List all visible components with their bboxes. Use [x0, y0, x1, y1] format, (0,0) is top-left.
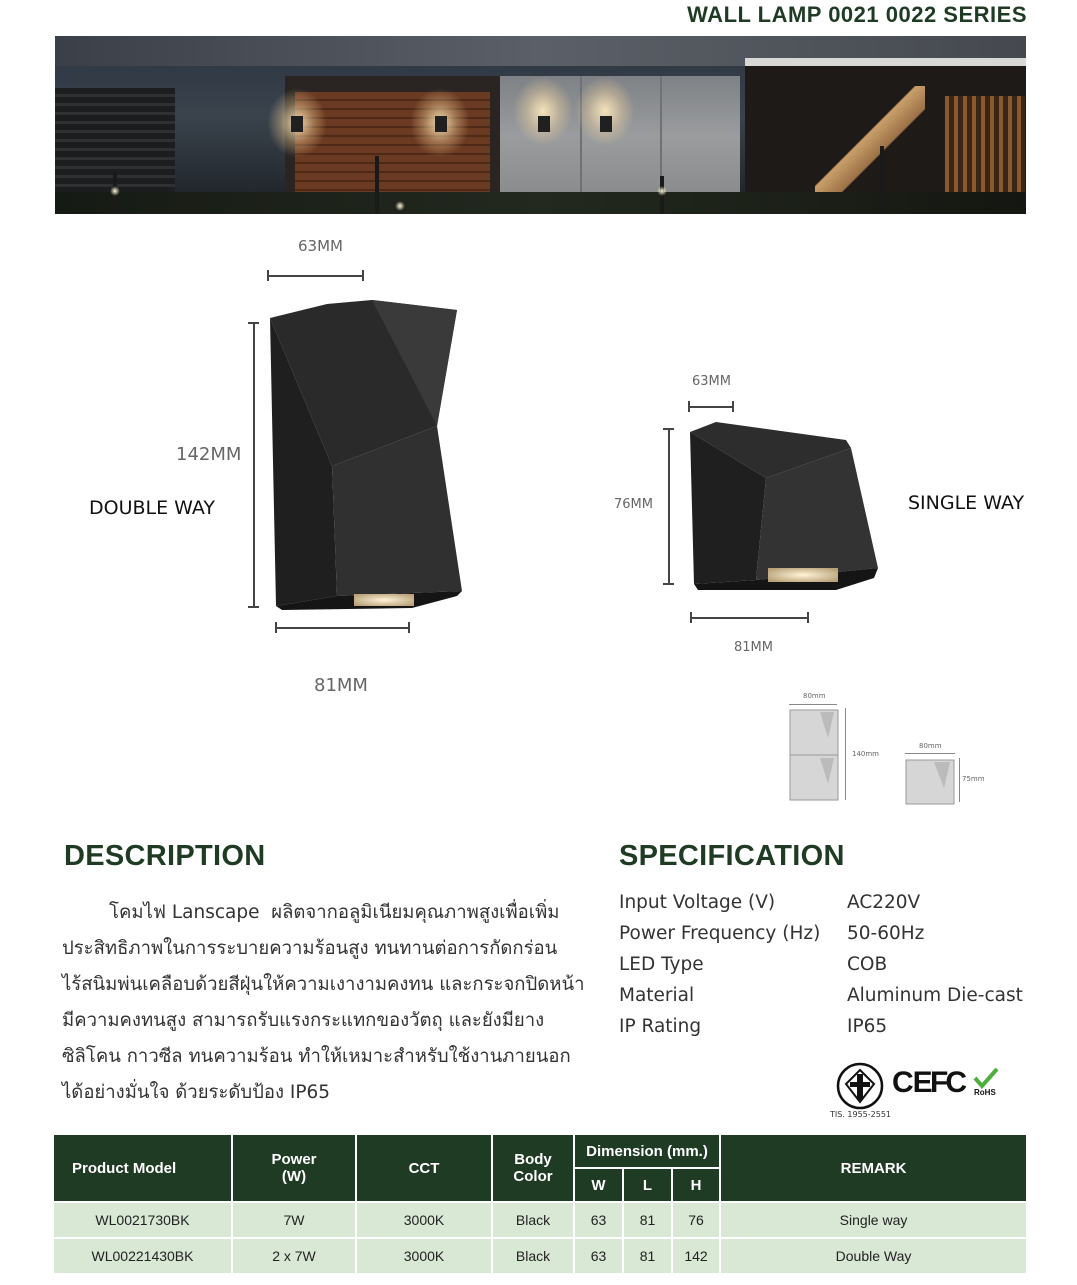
double-height: 142MM	[176, 444, 242, 465]
double-way-label: DOUBLE WAY	[89, 497, 216, 519]
cell-color: Black	[492, 1202, 574, 1238]
double-width-top: 63MM	[298, 237, 343, 255]
spec-row	[619, 980, 1039, 1011]
small-double-lamp	[788, 708, 840, 802]
ce-mark: CE	[892, 1066, 932, 1099]
cell-model: WL0021730BK	[53, 1202, 232, 1238]
spec-key: Material	[619, 985, 695, 1006]
spec-value: AC220V	[847, 892, 921, 913]
single-way-lamp-drawing	[686, 418, 886, 594]
single-way-label: SINGLE WAY	[908, 492, 1025, 514]
header-power-line: Power	[271, 1151, 317, 1168]
page-title: WALL LAMP 0021 0022 SERIES	[687, 2, 1027, 27]
double-way-lamp-drawing	[262, 296, 472, 612]
hero-photo	[55, 36, 1026, 214]
small-single-height: 75mm	[962, 775, 985, 783]
small-double-height: 140mm	[852, 750, 879, 758]
header-body-color	[492, 1134, 574, 1202]
cell-power: 2 x 7W	[232, 1238, 356, 1274]
tis-mark-icon	[836, 1062, 884, 1110]
spec-key: LED Type	[619, 954, 704, 975]
small-single-lamp	[904, 758, 956, 806]
spec-key: Input Voltage (V)	[619, 892, 776, 913]
spec-value: 50-60Hz	[847, 923, 925, 944]
cell-cct: 3000K	[356, 1238, 492, 1274]
spec-key: Power Frequency (Hz)	[619, 923, 821, 944]
spec-row	[619, 1011, 1039, 1042]
cell-w: 63	[574, 1202, 623, 1238]
description-line: โคมไฟ Lanscape ผลิตจากอลูมิเนียมคุณภาพสูงเพื่อเพิ่ม	[62, 902, 560, 923]
spec-row	[619, 918, 1039, 949]
double-width-bottom: 81MM	[314, 675, 368, 696]
small-double-width: 80mm	[803, 692, 826, 700]
header-product-model: Product Model	[53, 1134, 232, 1202]
cell-remark: Double Way	[720, 1238, 1027, 1274]
header-h: H	[672, 1168, 720, 1202]
cell-model: WL00221430BK	[53, 1238, 232, 1274]
header-power	[232, 1134, 356, 1202]
cell-cct: 3000K	[356, 1202, 492, 1238]
single-height: 76MM	[614, 497, 653, 512]
cell-remark: Single way	[720, 1202, 1027, 1238]
description-line: ไร้สนิมพ่นเคลือบด้วยสีฝุ่นให้ความเงางามคงทน และกระจกปิดหน้า	[62, 974, 585, 995]
spec-row	[619, 887, 1039, 918]
header-dimension: Dimension (mm.)	[574, 1134, 720, 1168]
certification-marks	[830, 1060, 1010, 1122]
description-heading: DESCRIPTION	[64, 840, 266, 872]
description-line: ได้อย่างมั่นใจ ด้วยระดับป้อง IP65	[62, 1082, 331, 1103]
single-width-top: 63MM	[692, 374, 731, 389]
description-line: ซิลิโคน กาวซีล ทนความร้อน ทำให้เหมาะสำหรับใช้งานภายนอก	[62, 1046, 571, 1067]
header-l: L	[623, 1168, 672, 1202]
tis-text: TIS. 1955-2551	[830, 1110, 892, 1119]
header-remark: REMARK	[720, 1134, 1027, 1202]
fc-mark: FC	[930, 1066, 964, 1099]
header-body-line: Body	[514, 1151, 552, 1168]
spec-value: IP65	[847, 1016, 888, 1037]
small-single-width: 80mm	[919, 742, 942, 750]
rohs-text: RoHS	[974, 1088, 996, 1097]
spec-row	[619, 949, 1039, 980]
cell-h: 76	[672, 1202, 720, 1238]
spec-key: IP Rating	[619, 1016, 702, 1037]
specification-list	[619, 887, 1039, 1042]
cell-l: 81	[623, 1202, 672, 1238]
cell-h: 142	[672, 1238, 720, 1274]
spec-value: COB	[847, 954, 888, 975]
cell-l: 81	[623, 1238, 672, 1274]
table-row	[53, 1238, 1027, 1274]
rohs-check-icon	[972, 1066, 1000, 1090]
header-cct: CCT	[356, 1134, 492, 1202]
header-color-line: Color	[513, 1168, 553, 1185]
table-row	[53, 1202, 1027, 1238]
description-line: ประสิทธิภาพในการระบายความร้อนสูง ทนทานต่อการกัดกร่อน	[62, 938, 558, 959]
cell-w: 63	[574, 1238, 623, 1274]
single-width-bottom: 81MM	[734, 640, 773, 655]
description-text	[62, 895, 585, 1111]
product-table	[52, 1133, 1028, 1275]
specification-heading: SPECIFICATION	[619, 840, 845, 872]
description-line: มีความคงทนสูง สามารถรับแรงกระแทกของวัตถุ และยังมียาง	[62, 1010, 545, 1031]
cell-power: 7W	[232, 1202, 356, 1238]
header-w: W	[574, 1168, 623, 1202]
header-power-unit: (W)	[281, 1168, 307, 1185]
spec-value: Aluminum Die-cast	[847, 985, 1023, 1006]
cell-color: Black	[492, 1238, 574, 1274]
